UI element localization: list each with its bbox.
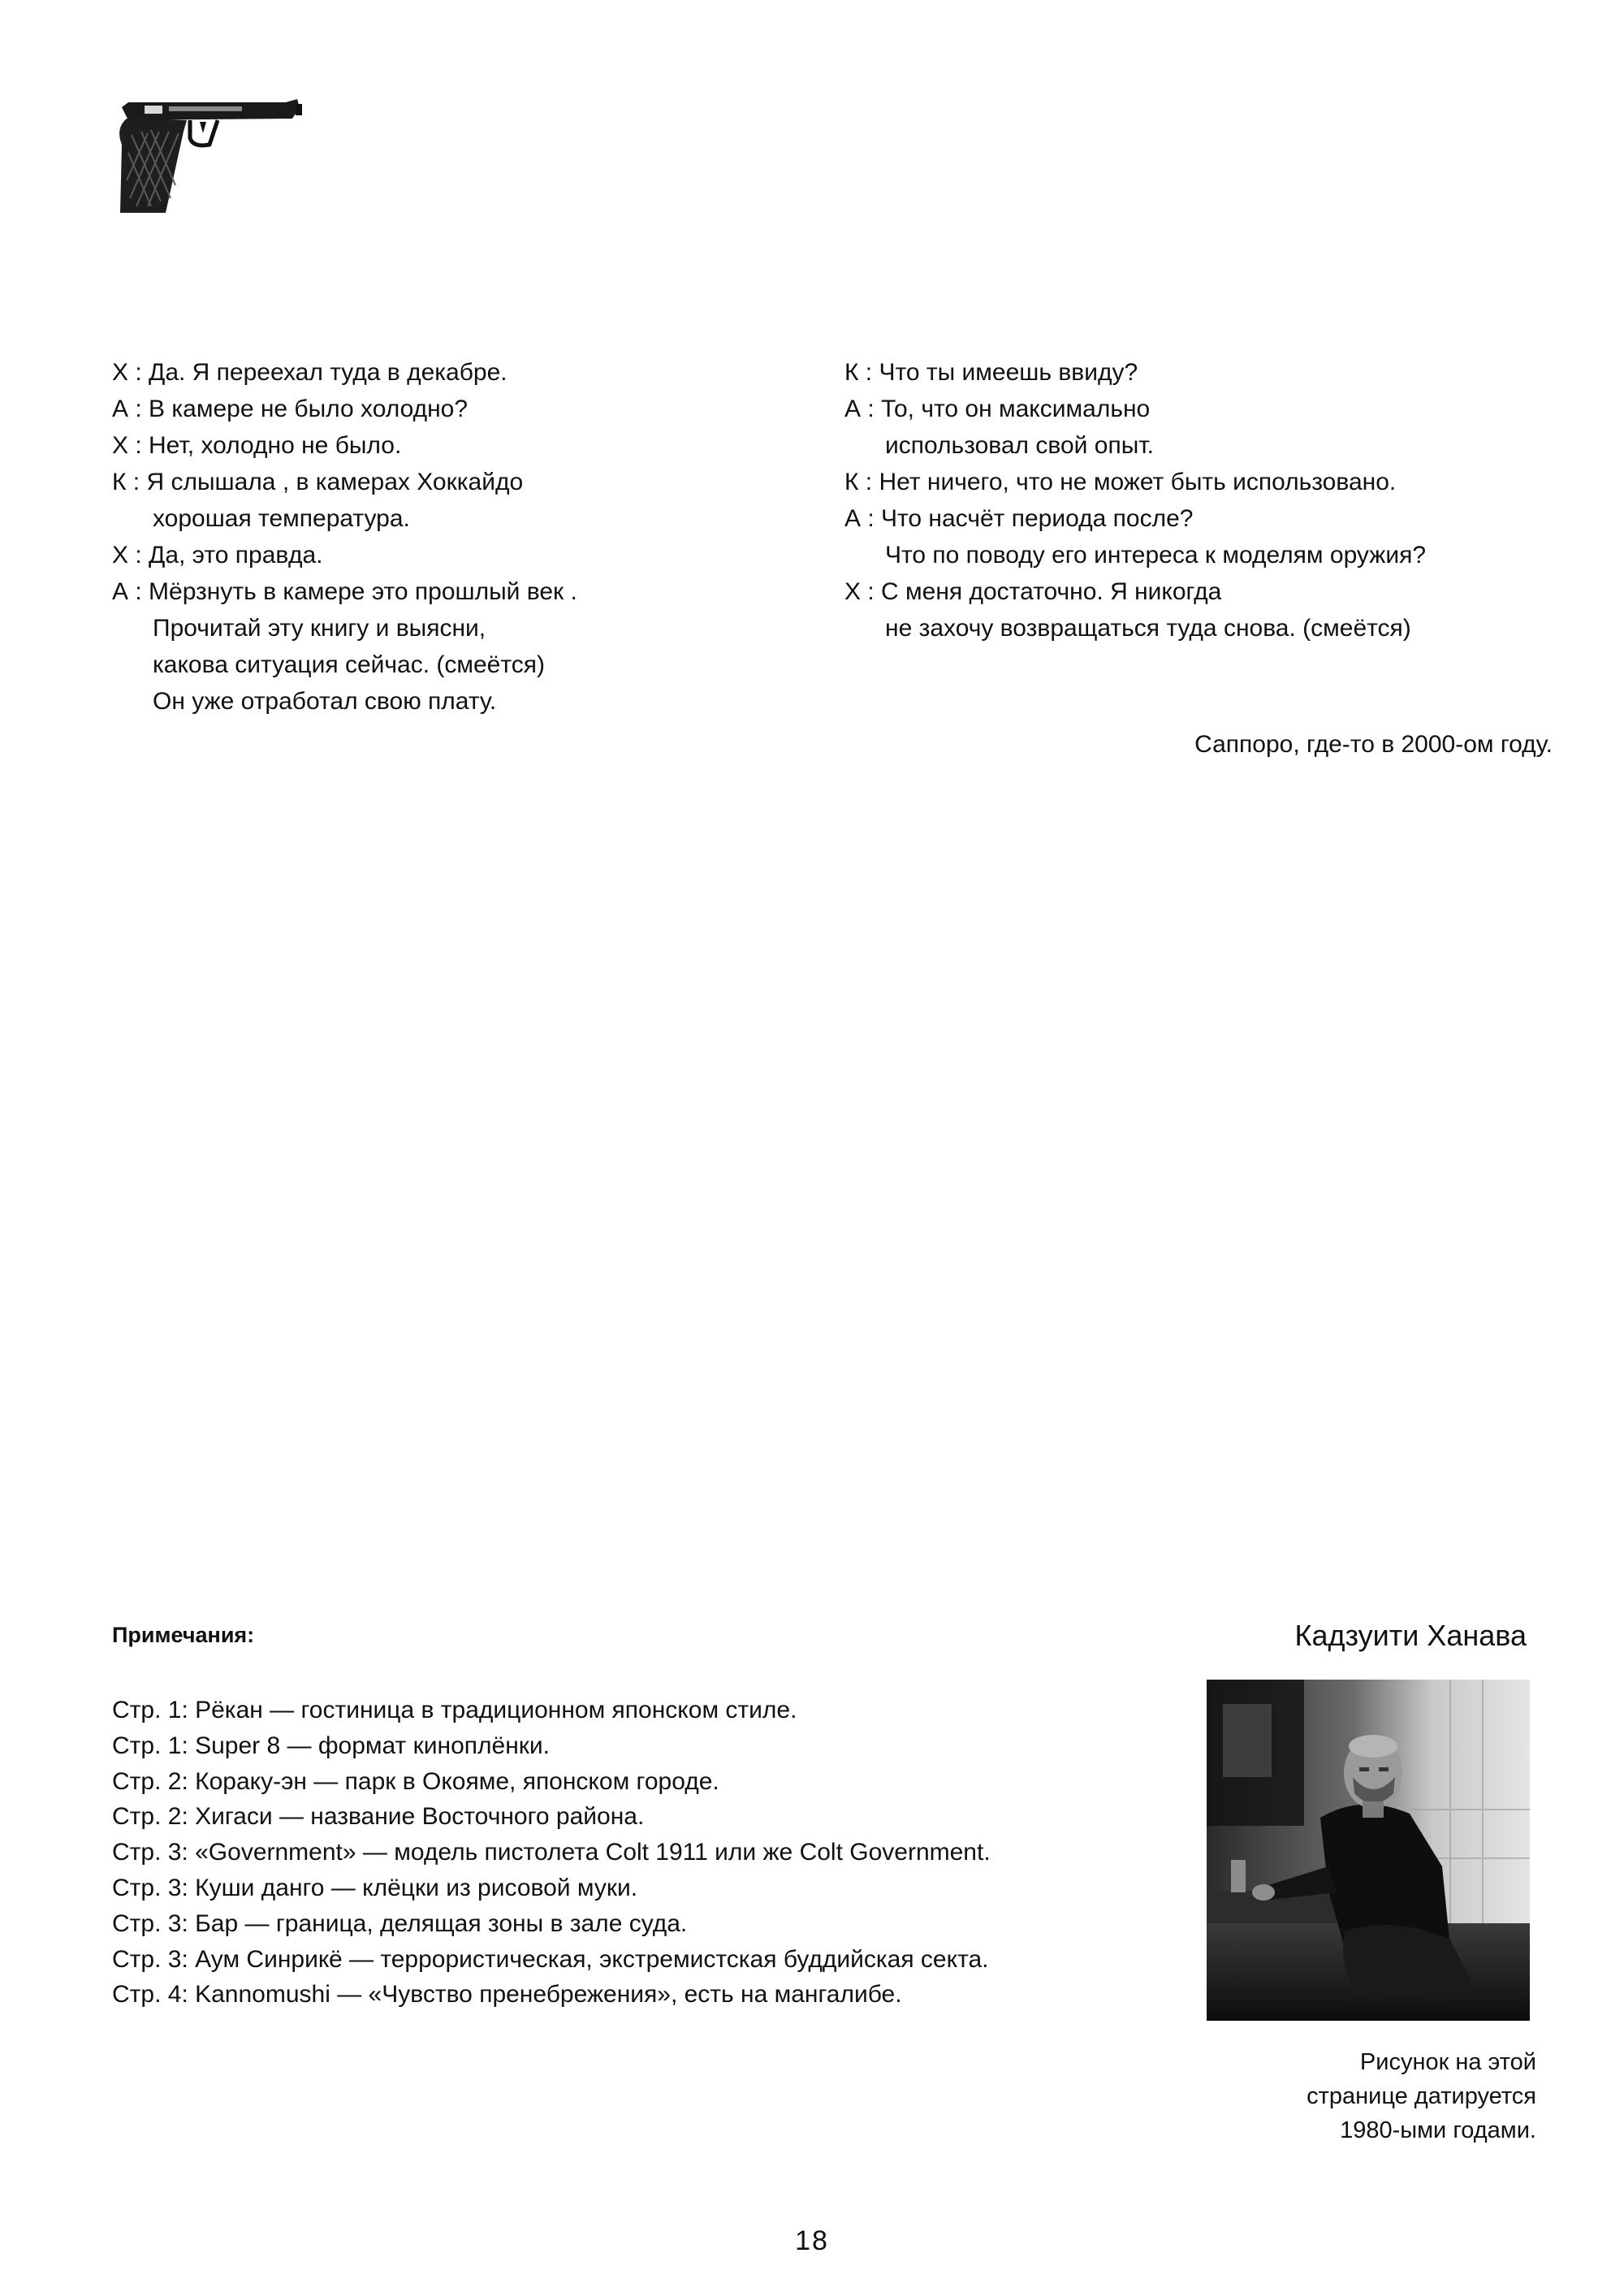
author-portrait-photo: [1207, 1680, 1530, 2021]
caption-line: странице датируется: [1307, 2083, 1536, 2109]
place-date: Саппоро, где-то в 2000-ом году.: [1194, 731, 1553, 758]
note-item: Стр. 1: Рёкан — гостиница в традиционном японском стиле.: [112, 1697, 797, 1723]
dialogue-line: А : Мёрзнуть в камере это прошлый век .: [112, 578, 577, 605]
note-item: Стр. 2: Кораку-эн — парк в Окояме, японском городе.: [112, 1767, 719, 1795]
dialogue-line: К : Нет ничего, что не может быть использовано.: [844, 469, 1397, 495]
dialogue-line: Он уже отработал свою плату.: [153, 688, 497, 715]
dialogue-line: А : Что насчёт периода после?: [844, 505, 1194, 532]
caption-line: 1980-ыми годами.: [1340, 2117, 1536, 2143]
dialogue-line: Прочитай эту книгу и выясни,: [153, 615, 486, 642]
pistol-icon: [112, 96, 307, 218]
author-name: Кадзуити Ханава: [1294, 1619, 1527, 1652]
note-item: Стр. 3: «Government» — модель пистолета Colt 1911 или же Colt Government.: [112, 1839, 991, 1866]
notes-list: [112, 1693, 1168, 2013]
dialogue-line: хорошая температура.: [153, 505, 410, 532]
dialogue-line: К : Что ты имеешь ввиду?: [844, 359, 1138, 386]
page-number: 18: [795, 2225, 829, 2256]
dialogue-left-column: [112, 354, 794, 720]
dialogue-line: А : В камере не было холодно?: [112, 396, 469, 422]
note-item: Стр. 2: Хигаси — название Восточного района.: [112, 1803, 645, 1831]
note-item: Стр. 3: Аум Синрикё — террористическая, экстремистская буддийская секта.: [112, 1945, 989, 1973]
note-item: Стр. 1: Super 8 — формат киноплёнки.: [112, 1732, 550, 1759]
dialogue-line: Что по поводу его интереса к моделям оружия?: [885, 542, 1427, 569]
dialogue-line: А : То, что он максимально: [844, 396, 1151, 422]
dialogue-line: использовал свой опыт.: [885, 432, 1155, 459]
note-item: Стр. 4: Kannomushi — «Чувство пренебрежения», есть на мангалибе.: [112, 1981, 902, 2009]
note-item: Стр. 3: Куши данго — клёцки из рисовой муки.: [112, 1874, 638, 1901]
dialogue-right-column: [844, 354, 1559, 647]
caption-line: Рисунок на этой: [1359, 2049, 1536, 2075]
dialogue-line: какова ситуация сейчас. (смеётся): [153, 651, 545, 678]
note-item: Стр. 3: Бар — граница, делящая зоны в зале суда.: [112, 1909, 688, 1937]
dialogue-line: Х : Да, это правда.: [112, 542, 323, 569]
notes-title: Примечания:: [112, 1623, 255, 1647]
dialogue-line: К : Я слышала , в камерах Хоккайдо: [112, 469, 524, 495]
dialogue-line: не захочу возвращаться туда снова. (смеётся): [885, 615, 1411, 642]
dialogue-line: Х : С меня достаточно. Я никогда: [844, 578, 1222, 605]
photo-caption: [1202, 2045, 1536, 2147]
dialogue-line: Х : Да. Я переехал туда в декабре.: [112, 359, 508, 386]
dialogue-line: Х : Нет, холодно не было.: [112, 432, 402, 459]
